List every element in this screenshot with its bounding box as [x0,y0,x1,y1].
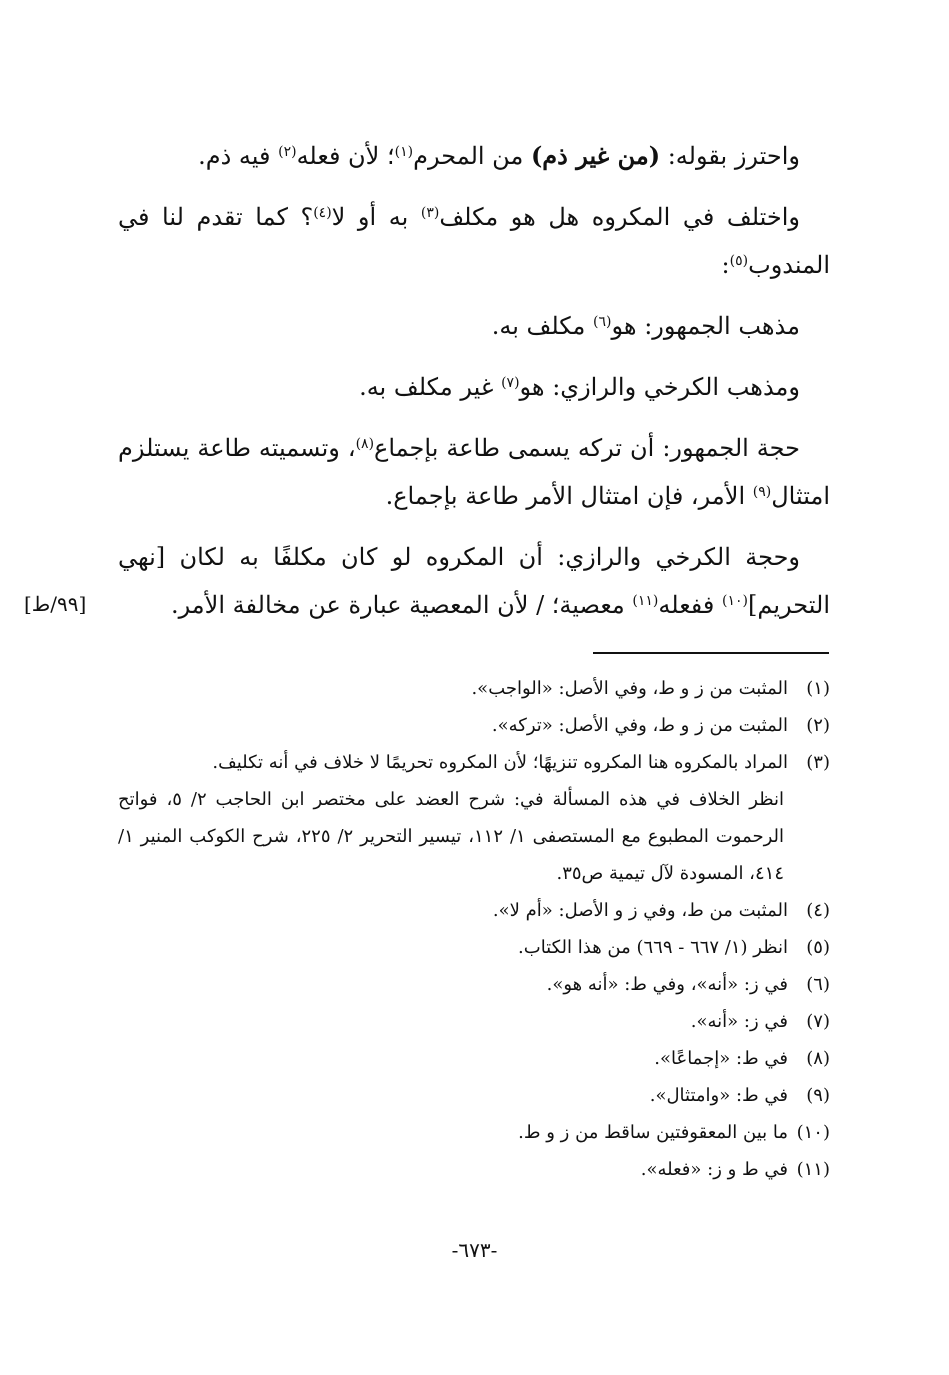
footnote-separator [593,652,829,654]
footnote-number: (٥) [806,937,830,958]
footnote-text: في ز: «أنه»، وفي ط: «أنه هو». [546,974,788,995]
footnote-ref[interactable]: (٨) [355,436,375,452]
footnote [118,1114,830,1151]
paragraph: حجة الجمهور: أن تركه يسمى طاعة بإجماع$^{(٨)}$، وتسميته طاعة يستلزم امتثال$^{(٩)}$ الأمر، فإن امتثال الأمر طاعة بإجماع. [118,434,830,510]
footnote-ref[interactable]: (٣) [420,205,440,221]
margin-page-marker: [٩٩/ط] [24,592,87,616]
footnote [118,966,830,1003]
paragraph: واختلف في المكروه هل هو مكلف$^{(٣)}$ به أو لا$^{(٤)}$؟ كما تقدم لنا في المندوب$^{(٥)}$: [118,203,830,279]
footnote-ref[interactable]: (٥) [729,253,749,269]
footnote-number: (٦) [806,974,830,995]
footnote [118,892,830,929]
footnote-text: المثبت من ط، وفي ز و الأصل: «أم لا». [492,900,788,921]
footnote-ref[interactable]: (٩) [752,484,772,500]
footnote-ref[interactable]: (٧) [501,375,520,391]
footnote [118,1003,830,1040]
paragraph: مذهب الجمهور: هو$^{(٦)}$ مكلف به. [491,312,800,340]
footnote-ref[interactable]: (٤) [313,205,332,221]
footnote [118,1077,830,1114]
footnote-number: (٩) [806,1085,830,1106]
footnote-number: (١٠) [796,1122,830,1143]
footnote-text: في ط: «إجماعًا». [654,1048,788,1069]
footnote-ref[interactable]: (١٠) [722,593,749,609]
paragraph: وحجة الكرخي والرازي: أن المكروه لو كان مكلفًا به لكان [نهي التحريم]$^{(١٠)}$ ففعله$^{(١١)}$ معصية؛ / لأن المعصية عبارة عن مخالفة الأمر. [118,543,830,619]
footnote [118,929,830,966]
footnote-ref[interactable]: (٢) [278,144,297,160]
footnote [118,744,830,781]
footnote-text: في ط و ز: «فعله». [640,1159,788,1180]
footnote-number: (١) [806,678,830,699]
footnote-number: (٢) [806,715,830,736]
footnote-number: (٧) [806,1011,830,1032]
page-number: -٦٧٣- [451,1238,498,1262]
footnote-text: المثبت من ز و ط، وفي الأصل: «تركه». [491,715,788,736]
footnote-ref[interactable]: (١) [394,144,414,160]
footnote-text: المراد بالمكروه هنا المكروه تنزيهًا؛ لأن المكروه تحريمًا لا خلاف في أنه تكليف. [212,752,788,773]
footnote-text: انظر (١/ ٦٦٧ - ٦٦٩) من هذا الكتاب. [518,937,788,958]
quoted-phrase: (من غير ذم) [530,141,661,170]
paragraph: واحترز بقوله: (من غير ذم) من المحرم$^{(١)}$؛ لأن فعله$^{(٢)}$ فيه ذم. [198,141,800,170]
footnote-text: في ط: «وامتثال». [649,1085,788,1106]
footnote-text: ما بين المعقوفتين ساقط من ز و ط. [518,1122,788,1143]
footnote-ref[interactable]: (٦) [593,314,612,330]
footnote-continuation: انظر الخلاف في هذه المسألة في: شرح العضد على مختصر ابن الحاجب ٢/ ٥، فواتح الرحموت المطبوع مع المستصفى ١/ ١١٢، تيسير التحرير ٢/ ٢٢٥، شرح الكوكب المنير ١/ ٤١٤، المسودة لآل تيمية ص٣٥. [118,789,784,884]
footnote-ref[interactable]: (١١) [632,593,659,609]
footnote-text: في ز: «أنه». [690,1011,788,1032]
footnote-number: (٨) [806,1048,830,1069]
footnote-number: (٤) [806,900,830,921]
paragraph: ومذهب الكرخي والرازي: هو$^{(٧)}$ غير مكلف به. [359,373,800,401]
footnote [118,1151,830,1188]
footnote [118,1040,830,1077]
footnotes [118,670,830,1188]
footnote-number: (٣) [806,752,830,773]
footnote-number: (١١) [796,1159,830,1180]
footnote [118,670,830,707]
main-text [118,132,830,642]
footnote [118,707,830,744]
footnote-text: المثبت من ز و ط، وفي الأصل: «الواجب». [471,678,788,699]
